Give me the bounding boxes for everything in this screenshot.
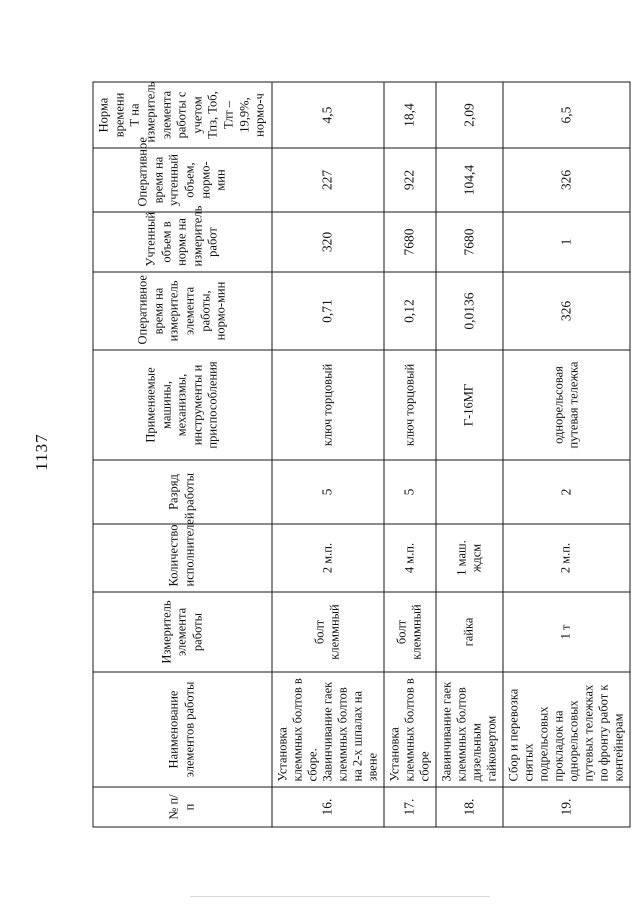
header-op-time: Оперативное время на измеритель элемента работы, нормо-мин	[93, 272, 272, 350]
cell-volume: 7680	[383, 212, 435, 272]
cell-machines: однорельсовая путевая тележка	[502, 350, 629, 460]
work-norms-table	[92, 81, 630, 827]
cell-workers: 2 м.п.	[502, 524, 629, 592]
cell-norm: 18,4	[383, 82, 435, 148]
cell-machines: ключ торцовый	[383, 350, 435, 460]
table-row	[502, 82, 629, 827]
cell-grade: 2	[502, 460, 629, 524]
cell-op-time: 0,0136	[435, 272, 502, 350]
cell-num: 19.	[502, 787, 629, 827]
cell-name: Установка клеммных болтов в сборе. Завинчивание гаек клеммных болтов на 2-х шпалах на звене	[271, 672, 383, 787]
cell-machines: Г-16МГ	[435, 350, 502, 460]
header-machines: Применяемые машины, механизмы, инструменты и приспособления	[93, 350, 272, 460]
cell-name: Завинчивание гаек клеммных болтов дизельным гайковертом	[435, 672, 502, 787]
table-container	[92, 81, 625, 827]
cell-op-time: 326	[502, 272, 629, 350]
cell-name: Сбор и перевозка снятых подрельсовых прокладок на однорельсовых путевых тележках по фронту работ к контейнерам	[502, 672, 629, 787]
cell-volume: 7680	[435, 212, 502, 272]
cell-op-time: 0,12	[383, 272, 435, 350]
cell-op-time-volume: 104,4	[435, 148, 502, 212]
header-grade: Разряд работы	[93, 460, 272, 524]
cell-num: 16.	[271, 787, 383, 827]
header-name: Наименование элементов работы	[93, 672, 272, 787]
cell-unit: болт клеммный	[383, 592, 435, 672]
cell-op-time-volume: 922	[383, 148, 435, 212]
cell-unit: 1 т	[502, 592, 629, 672]
cell-unit: болт клеммный	[271, 592, 383, 672]
cell-unit: гайка	[435, 592, 502, 672]
cell-norm: 2,09	[435, 82, 502, 148]
cell-grade: 5	[271, 460, 383, 524]
scan-artifact-line	[190, 896, 490, 897]
cell-workers: 2 м.п.	[271, 524, 383, 592]
cell-grade: 5	[383, 460, 435, 524]
table-row	[383, 82, 435, 827]
table-header-row	[93, 82, 272, 827]
cell-volume: 1	[502, 212, 629, 272]
page-number: 1137	[32, 433, 51, 471]
table-row	[435, 82, 502, 827]
cell-norm: 4,5	[271, 82, 383, 148]
header-workers: Количество исполнителей	[93, 524, 272, 592]
cell-workers: 1 маш. ждсм	[435, 524, 502, 592]
cell-num: 18.	[435, 787, 502, 827]
cell-grade	[435, 460, 502, 524]
cell-name: Установка клеммных болтов в сборе	[383, 672, 435, 787]
cell-volume: 320	[271, 212, 383, 272]
cell-machines: ключ торцовый	[271, 350, 383, 460]
header-num: № п/п	[93, 787, 272, 827]
cell-num: 17.	[383, 787, 435, 827]
table-row	[271, 82, 383, 827]
rotated-table-frame	[92, 81, 625, 827]
header-norm: Норма времени Т на измеритель элемента работы с учетом Тпз, Тоб, Тлт – 19,9%, нормо-ч	[93, 82, 272, 148]
cell-op-time-volume: 227	[271, 148, 383, 212]
cell-op-time: 0,71	[271, 272, 383, 350]
header-unit: Измеритель элемента работы	[93, 592, 272, 672]
cell-norm: 6,5	[502, 82, 629, 148]
cell-op-time-volume: 326	[502, 148, 629, 212]
header-op-time-volume: Оперативное время на учтенный объем, нормо-мин	[93, 148, 272, 212]
cell-workers: 4 м.п.	[383, 524, 435, 592]
header-volume: Учтенный объем в норме на измеритель работ	[93, 212, 272, 272]
